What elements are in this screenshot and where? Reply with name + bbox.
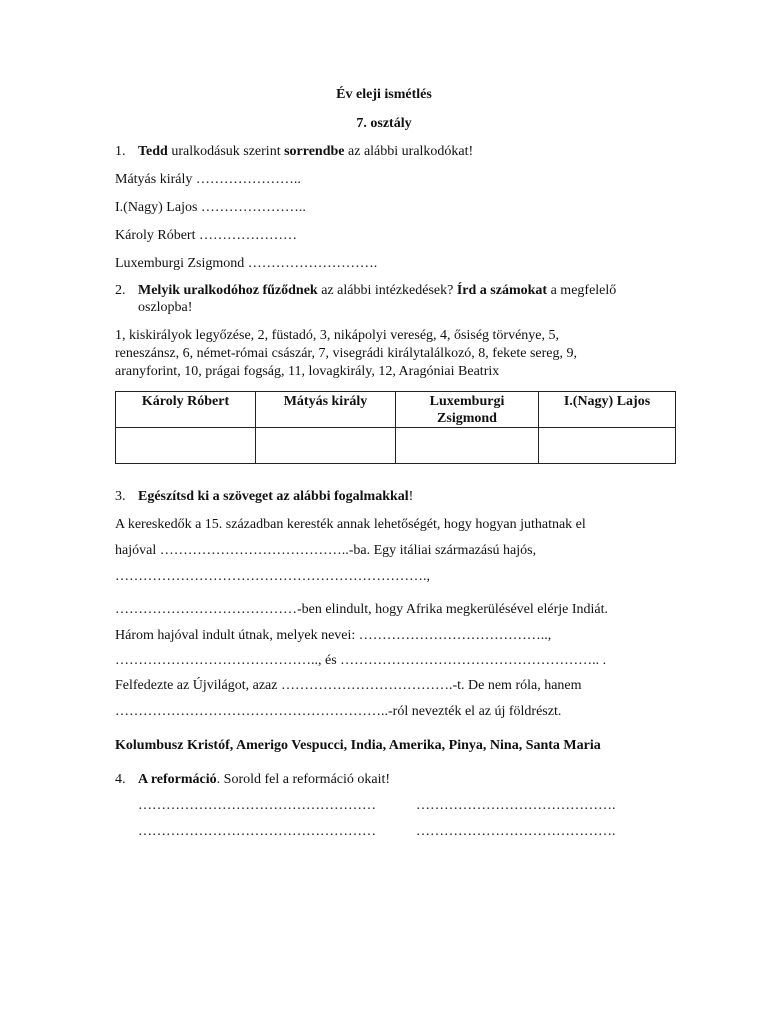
- ruler-answer-line: Károly Róbert …………………: [115, 228, 297, 243]
- column-header: I.(Nagy) Lajos: [539, 392, 676, 428]
- question-text-continued: oszlopba!: [138, 300, 193, 315]
- question-number: 2.: [115, 283, 126, 298]
- table-header-row: [116, 392, 676, 428]
- question-text: A reformáció. Sorold fel a reformáció okait!: [138, 772, 391, 787]
- measure-list-line: 1, kiskirályok legyőzése, 2, füstadó, 3, nikápolyi vereség, 4, ősiség törvénye, 5,: [115, 328, 560, 343]
- measure-list-line: aranyforint, 10, prágai fogság, 11, lovagkirály, 12, Aragóniai Beatrix: [115, 364, 500, 379]
- ruler-answer-line: Luxemburgi Zsigmond ……………………….: [115, 256, 378, 271]
- answer-dots: …………………………………….: [416, 824, 616, 839]
- answer-cell[interactable]: [539, 428, 676, 464]
- column-header: Luxemburgi Zsigmond: [396, 392, 539, 428]
- question-number: 1.: [115, 144, 126, 159]
- answer-cell[interactable]: [396, 428, 539, 464]
- cloze-line: Három hajóval indult útnak, melyek nevei: …………………………………..,: [115, 628, 552, 643]
- answer-cell[interactable]: [116, 428, 256, 464]
- cloze-line: …………………………………………………..-ról nevezték el az új földrészt.: [115, 704, 562, 719]
- answer-dots: …………………………………….: [416, 798, 616, 813]
- question-text: Tedd uralkodásuk szerint sorrendbe az alábbi uralkodókat!: [138, 144, 474, 159]
- worksheet-title: Év eleji ismétlés: [336, 87, 432, 102]
- ruler-answer-line: I.(Nagy) Lajos …………………..: [115, 200, 306, 215]
- question-number: 4.: [115, 772, 126, 787]
- answer-dots: ……………………………………………: [138, 798, 376, 813]
- cloze-line: ………………………………………………………….,: [115, 569, 430, 584]
- column-header: Károly Róbert: [116, 392, 256, 428]
- word-bank: Kolumbusz Kristóf, Amerigo Vespucci, India, Amerika, Pinya, Nina, Santa Maria: [115, 738, 601, 753]
- cloze-line: …………………………………….., és ……………………………………………….. .: [115, 653, 607, 668]
- question-text: Melyik uralkodóhoz fűződnek az alábbi intézkedések? Írd a számokat a megfelelő: [138, 283, 617, 298]
- cloze-line: hajóval …………………………………..-ba. Egy itáliai származású hajós,: [115, 543, 537, 558]
- cloze-line: Felfedezte az Újvilágot, azaz ……………………………….-t. De nem róla, hanem: [115, 678, 582, 693]
- question-text: Egészítsd ki a szöveget az alábbi fogalmakkal!: [138, 489, 414, 504]
- table-answer-row: [116, 428, 676, 464]
- grade-label: 7. osztály: [356, 116, 412, 131]
- ruler-table: [115, 391, 676, 464]
- answer-dots: ……………………………………………: [138, 824, 376, 839]
- answer-cell[interactable]: [256, 428, 396, 464]
- ruler-answer-line: Mátyás király …………………..: [115, 172, 301, 187]
- cloze-line: …………………………………-ben elindult, hogy Afrika megkerülésével elérje Indiát.: [115, 602, 609, 617]
- question-number: 3.: [115, 489, 126, 504]
- cloze-line: A kereskedők a 15. században keresték annak lehetőségét, hogy hogyan juthatnak el: [115, 517, 586, 532]
- measure-list-line: reneszánsz, 6, német-római császár, 7, visegrádi királytalálkozó, 8, fekete sereg, 9,: [115, 346, 578, 361]
- column-header: Mátyás király: [256, 392, 396, 428]
